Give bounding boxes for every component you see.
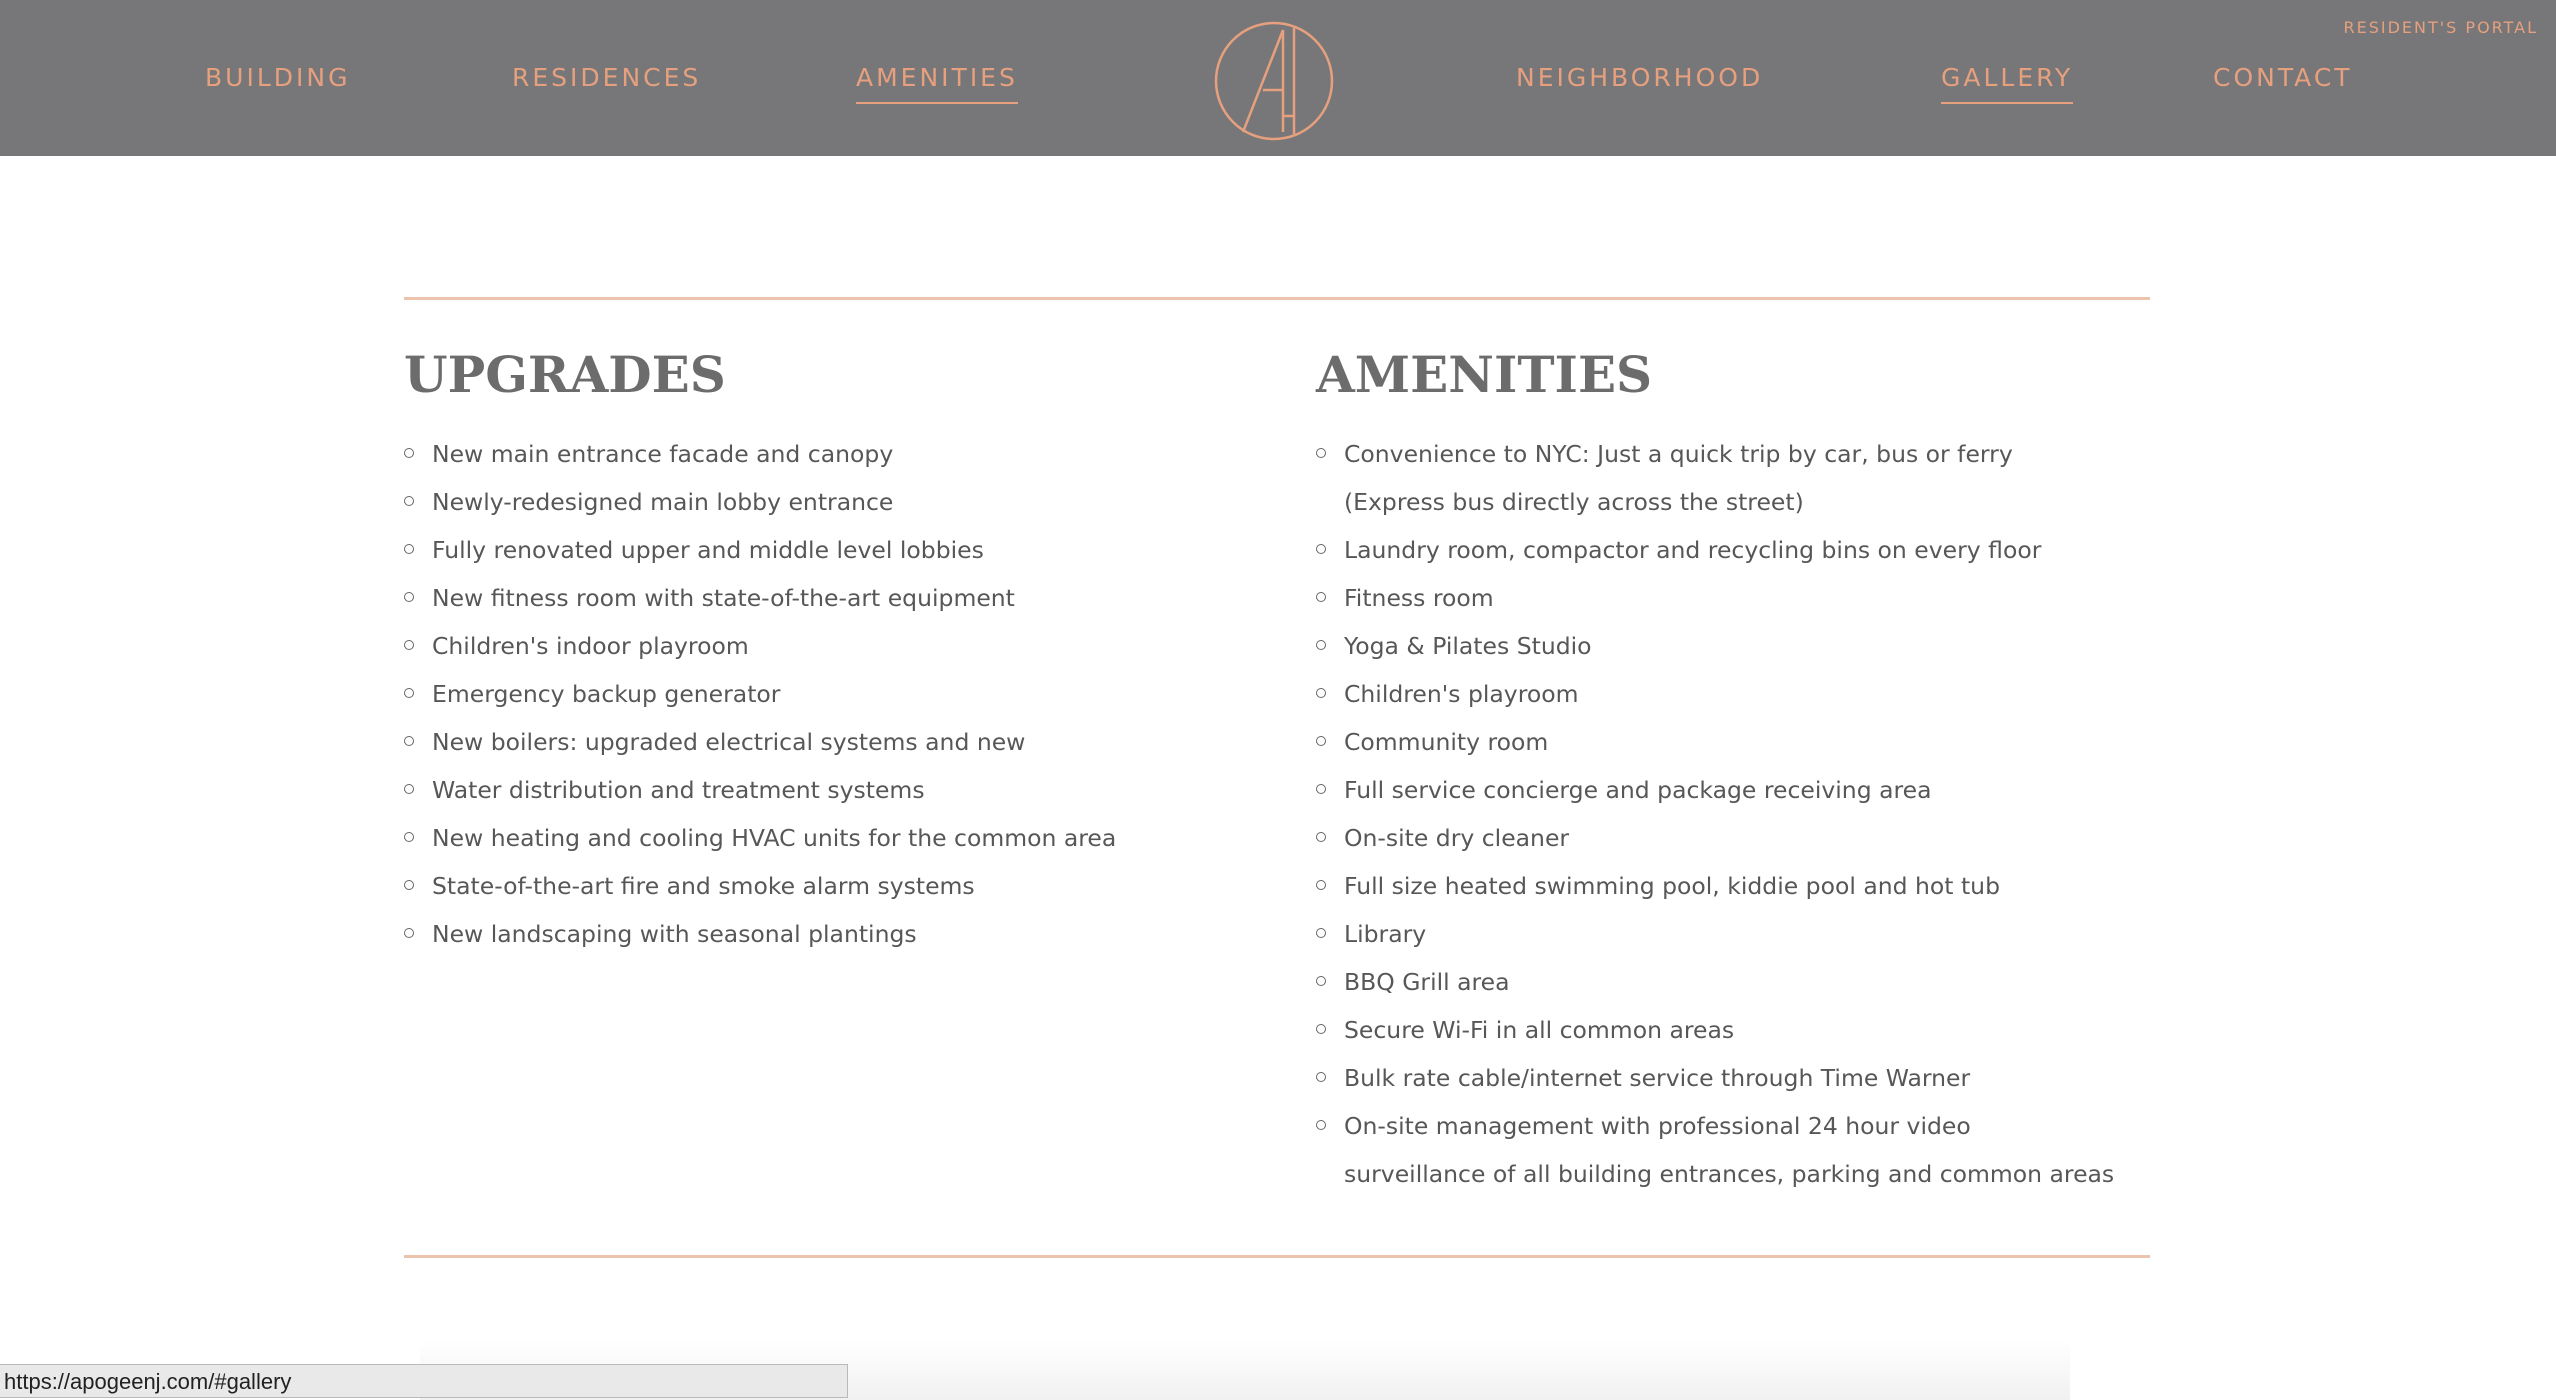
nav-building[interactable]: BUILDING xyxy=(205,63,351,92)
list-item xyxy=(404,622,1224,670)
nav-contact[interactable]: CONTACT xyxy=(2213,63,2353,92)
bullet-icon xyxy=(1316,832,1326,842)
bullet-icon xyxy=(1316,784,1326,794)
bullet-icon xyxy=(1316,880,1326,890)
list-item-text: Secure Wi-Fi in all common areas xyxy=(1344,1016,1735,1044)
list-item-text: Fitness room xyxy=(1344,584,1494,612)
list-item xyxy=(404,574,1224,622)
list-item-text: New heating and cooling HVAC units for the common area xyxy=(432,824,1117,852)
list-item xyxy=(1316,910,2116,958)
bullet-icon xyxy=(404,544,414,554)
list-item xyxy=(1316,574,2116,622)
list-item-text: Community room xyxy=(1344,728,1549,756)
amenities-title: AMENITIES xyxy=(1316,345,1653,404)
list-item xyxy=(1316,430,2116,526)
apogee-monogram-icon[interactable] xyxy=(1213,20,1335,142)
list-item xyxy=(404,910,1224,958)
list-item xyxy=(404,766,1224,814)
list-item xyxy=(404,862,1224,910)
amenities-list xyxy=(1316,430,2116,1198)
list-item xyxy=(1316,622,2116,670)
list-item-text: Full service concierge and package receiving area xyxy=(1344,776,1932,804)
list-item-text: BBQ Grill area xyxy=(1344,968,1510,996)
list-item xyxy=(404,718,1224,766)
list-item xyxy=(1316,718,2116,766)
bullet-icon xyxy=(1316,976,1326,986)
list-item xyxy=(1316,670,2116,718)
top-divider xyxy=(404,297,2150,300)
list-item xyxy=(1316,1054,2116,1102)
nav-neighborhood[interactable]: NEIGHBORHOOD xyxy=(1516,63,1764,92)
list-item xyxy=(1316,526,2116,574)
bullet-icon xyxy=(404,928,414,938)
bullet-icon xyxy=(404,448,414,458)
list-item-text: New fitness room with state-of-the-art equipment xyxy=(432,584,1015,612)
bullet-icon xyxy=(404,640,414,650)
list-item-text: Fully renovated upper and middle level lobbies xyxy=(432,536,984,564)
list-item-text: Children's indoor playroom xyxy=(432,632,749,660)
list-item-text: Newly-redesigned main lobby entrance xyxy=(432,488,894,516)
list-item xyxy=(404,478,1224,526)
list-item-text: State-of-the-art fire and smoke alarm systems xyxy=(432,872,975,900)
nav-residences[interactable]: RESIDENCES xyxy=(512,63,702,92)
upgrades-section xyxy=(404,340,1224,958)
list-item xyxy=(1316,766,2116,814)
nav-amenities[interactable]: AMENITIES xyxy=(856,62,1018,104)
bullet-icon xyxy=(1316,1024,1326,1034)
list-item-text: New landscaping with seasonal plantings xyxy=(432,920,917,948)
bullet-icon xyxy=(1316,448,1326,458)
list-item-text: Water distribution and treatment systems xyxy=(432,776,925,804)
bullet-icon xyxy=(404,592,414,602)
amenities-section xyxy=(1316,340,2116,1198)
bullet-icon xyxy=(404,688,414,698)
list-item-text: Children's playroom xyxy=(1344,680,1579,708)
list-item xyxy=(1316,862,2116,910)
bullet-icon xyxy=(1316,592,1326,602)
bullet-icon xyxy=(404,832,414,842)
browser-status-bar: https://apogeenj.com/#gallery xyxy=(0,1364,848,1398)
list-item-text: New main entrance facade and canopy xyxy=(432,440,894,468)
upgrades-list xyxy=(404,430,1224,958)
site-header xyxy=(0,0,2556,156)
upgrades-title: UPGRADES xyxy=(404,345,726,404)
bullet-icon xyxy=(1316,928,1326,938)
bullet-icon xyxy=(1316,1120,1326,1130)
list-item-text: On-site dry cleaner xyxy=(1344,824,1570,852)
resident-portal-link[interactable]: RESIDENT'S PORTAL xyxy=(2343,18,2538,37)
bullet-icon xyxy=(1316,640,1326,650)
list-item xyxy=(404,526,1224,574)
list-item-text: Library xyxy=(1344,920,1427,948)
list-item-text: Convenience to NYC: Just a quick trip by car, bus or ferry (Express bus directly across the street) xyxy=(1344,440,2013,516)
list-item-text: New boilers: upgraded electrical systems and new xyxy=(432,728,1026,756)
bullet-icon xyxy=(404,880,414,890)
bottom-divider xyxy=(404,1255,2150,1258)
list-item xyxy=(404,670,1224,718)
list-item-text: Full size heated swimming pool, kiddie pool and hot tub xyxy=(1344,872,2000,900)
list-item xyxy=(404,430,1224,478)
list-item xyxy=(1316,814,2116,862)
bullet-icon xyxy=(1316,736,1326,746)
list-item-text: Emergency backup generator xyxy=(432,680,781,708)
bullet-icon xyxy=(404,736,414,746)
bullet-icon xyxy=(404,496,414,506)
bullet-icon xyxy=(1316,688,1326,698)
list-item xyxy=(1316,958,2116,1006)
list-item xyxy=(404,814,1224,862)
bullet-icon xyxy=(404,784,414,794)
list-item-text: Laundry room, compactor and recycling bins on every floor xyxy=(1344,536,2042,564)
nav-gallery[interactable]: GALLERY xyxy=(1941,62,2073,104)
list-item-text: On-site management with professional 24 hour video surveillance of all building entrances, parking and common areas xyxy=(1344,1112,2115,1188)
list-item xyxy=(1316,1006,2116,1054)
list-item xyxy=(1316,1102,2116,1198)
list-item-text: Yoga & Pilates Studio xyxy=(1344,632,1592,660)
bullet-icon xyxy=(1316,1072,1326,1082)
list-item-text: Bulk rate cable/internet service through Time Warner xyxy=(1344,1064,1971,1092)
bullet-icon xyxy=(1316,544,1326,554)
